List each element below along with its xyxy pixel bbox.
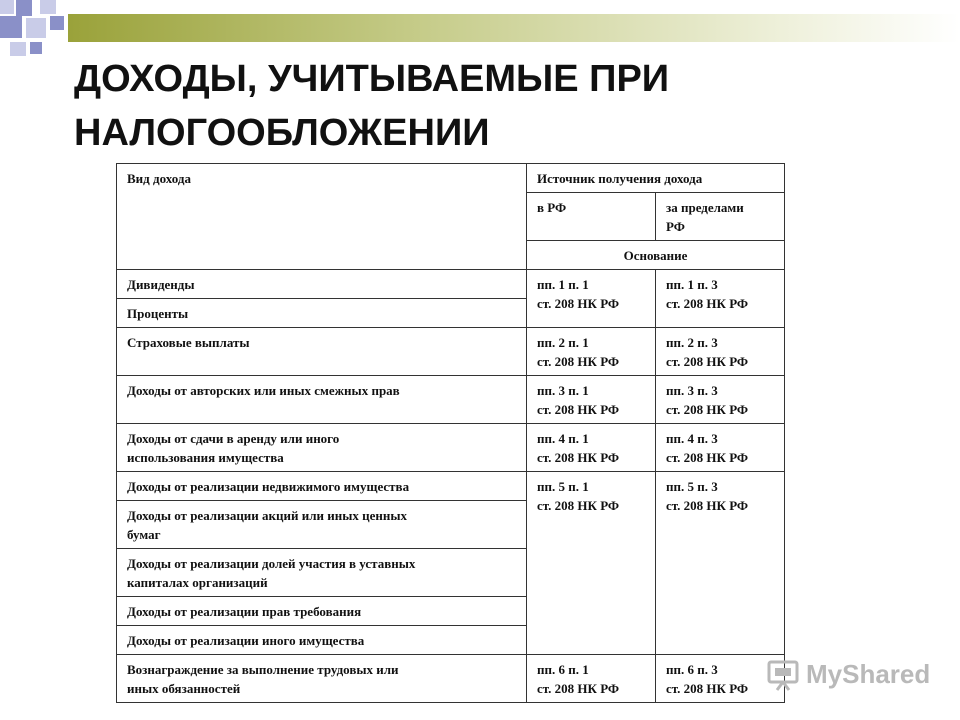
basis-abroad-cell (656, 328, 785, 376)
income-type-line-1: Доходы от реализации долей участия в уставных (127, 556, 416, 571)
basis-line-2: ст. 208 НК РФ (666, 402, 749, 417)
basis-line-1: пп. 4 п. 1 (537, 431, 589, 446)
title-line-1: ДОХОДЫ, УЧИТЫВАЕМЫЕ ПРИ (74, 58, 670, 100)
basis-rf-cell (527, 376, 656, 424)
header-abroad-line-2: РФ (666, 219, 685, 234)
income-type-cell (117, 655, 527, 703)
basis-line-2: ст. 208 НК РФ (537, 681, 620, 696)
income-type-line-2: использования имущества (127, 450, 284, 465)
income-type-cell: Проценты (117, 299, 527, 328)
basis-line-1: пп. 2 п. 3 (666, 335, 718, 350)
income-type-line-1: Вознаграждение за выполнение трудовых или (127, 662, 399, 677)
income-type-line-2: бумаг (127, 527, 161, 542)
income-type-cell: Доходы от реализации прав требования (117, 597, 527, 626)
income-type-line-1: Доходы от реализации акций или иных ценных (127, 508, 408, 523)
income-type-cell: Доходы от реализации иного имущества (117, 626, 527, 655)
income-type-cell: Доходы от реализации недвижимого имущества (117, 472, 527, 501)
basis-rf-cell (527, 270, 656, 328)
basis-line-2: ст. 208 НК РФ (666, 450, 749, 465)
basis-line-2: ст. 208 НК РФ (537, 296, 620, 311)
income-table (116, 163, 785, 703)
basis-rf-cell (527, 328, 656, 376)
basis-line-2: ст. 208 НК РФ (666, 354, 749, 369)
basis-abroad-cell (656, 472, 785, 655)
income-type-cell: Дивиденды (117, 270, 527, 299)
basis-line-1: пп. 3 п. 3 (666, 383, 718, 398)
income-type-cell (117, 549, 527, 597)
table-row (117, 472, 785, 501)
income-type-line-2: капиталах организаций (127, 575, 268, 590)
deco-square-7 (10, 42, 26, 56)
basis-line-2: ст. 208 НК РФ (537, 354, 620, 369)
deco-square-1 (0, 0, 14, 14)
basis-line-1: пп. 1 п. 1 (537, 277, 589, 292)
table-row (117, 655, 785, 703)
presentation-board-icon (766, 657, 800, 691)
header-gradient-bar (68, 14, 960, 42)
table-row (117, 328, 785, 376)
income-type-cell (117, 501, 527, 549)
table-row (117, 376, 785, 424)
slide-title (74, 52, 894, 160)
header-in-rf: в РФ (527, 193, 656, 241)
table-row (117, 424, 785, 472)
basis-line-1: пп. 6 п. 1 (537, 662, 589, 677)
basis-abroad-cell (656, 270, 785, 328)
basis-line-2: ст. 208 НК РФ (537, 450, 620, 465)
income-type-cell: Доходы от авторских или иных смежных прав (117, 376, 527, 424)
basis-line-1: пп. 2 п. 1 (537, 335, 589, 350)
basis-line-1: пп. 1 п. 3 (666, 277, 718, 292)
table-row (117, 270, 785, 299)
basis-line-1: пп. 3 п. 1 (537, 383, 589, 398)
watermark-text: MyShared (806, 658, 931, 689)
deco-square-4 (0, 16, 22, 38)
header-abroad-line-1: за пределами (666, 200, 744, 215)
deco-square-5 (26, 18, 46, 38)
income-type-cell: Страховые выплаты (117, 328, 527, 376)
income-type-line-2: иных обязанностей (127, 681, 241, 696)
deco-square-8 (30, 42, 42, 54)
basis-line-1: пп. 5 п. 3 (666, 479, 718, 494)
income-type-line-1: Доходы от сдачи в аренду или иного (127, 431, 340, 446)
income-type-cell (117, 424, 527, 472)
deco-square-2 (16, 0, 32, 16)
deco-square-6 (50, 16, 64, 30)
basis-line-2: ст. 208 НК РФ (666, 681, 749, 696)
basis-line-2: ст. 208 НК РФ (537, 402, 620, 417)
basis-line-2: ст. 208 НК РФ (666, 498, 749, 513)
basis-line-1: пп. 4 п. 3 (666, 431, 718, 446)
header-income-type: Вид дохода (117, 164, 527, 270)
basis-line-2: ст. 208 НК РФ (666, 296, 749, 311)
basis-rf-cell (527, 424, 656, 472)
basis-abroad-cell (656, 376, 785, 424)
title-line-2: НАЛОГООБЛОЖЕНИИ (74, 112, 490, 154)
header-basis: Основание (527, 241, 785, 270)
basis-line-2: ст. 208 НК РФ (537, 498, 620, 513)
deco-square-3 (40, 0, 56, 14)
watermark (766, 654, 930, 694)
basis-rf-cell (527, 472, 656, 655)
header-source: Источник получения дохода (527, 164, 785, 193)
basis-abroad-cell (656, 424, 785, 472)
basis-rf-cell (527, 655, 656, 703)
header-abroad (656, 193, 785, 241)
basis-line-1: пп. 6 п. 3 (666, 662, 718, 677)
basis-line-1: пп. 5 п. 1 (537, 479, 589, 494)
